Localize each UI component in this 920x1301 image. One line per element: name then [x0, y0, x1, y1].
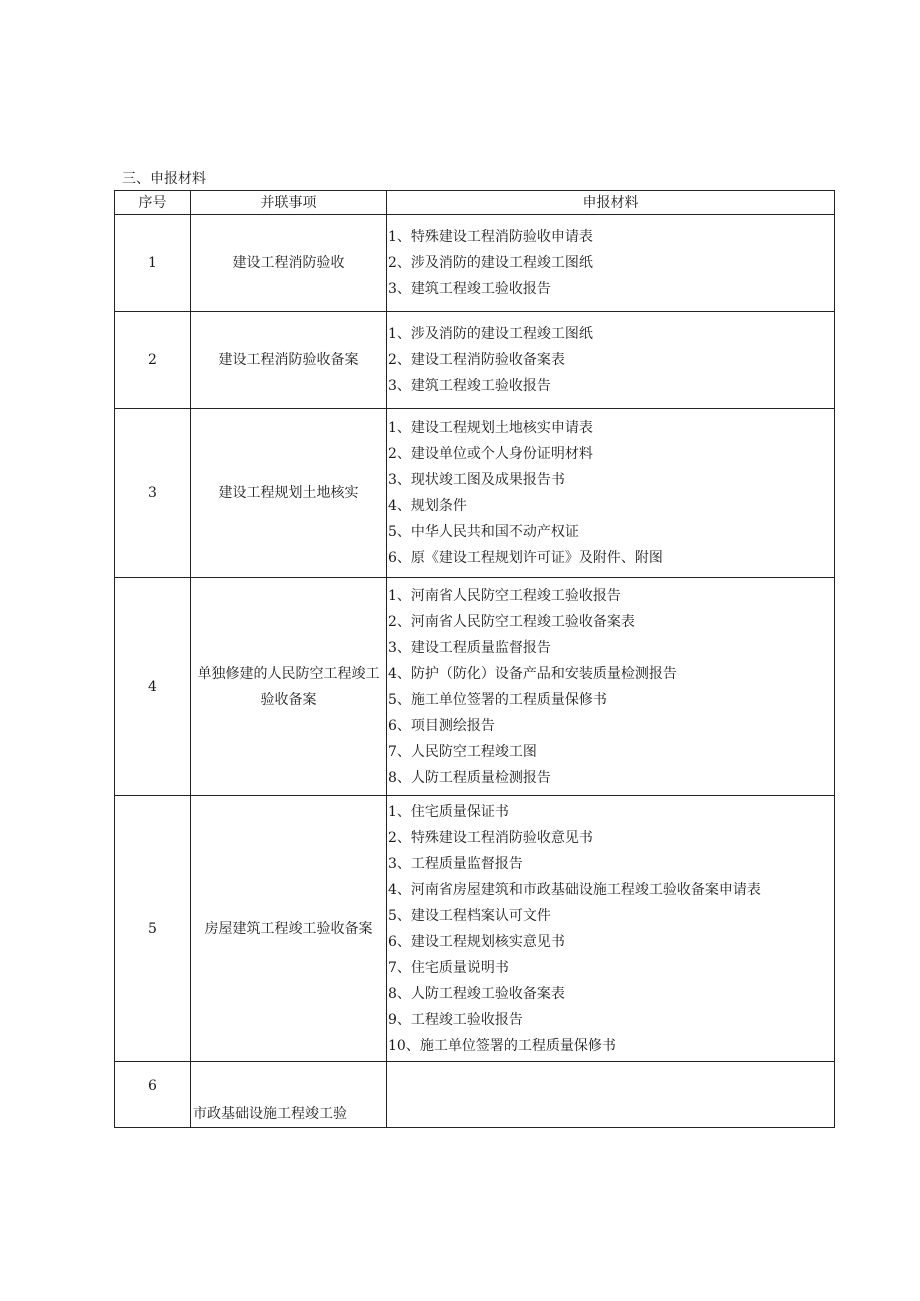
table-header-row — [115, 191, 835, 215]
material-entry: 4、防护（防化）设备产品和安装质量检测报告 — [388, 665, 677, 682]
row-materials — [387, 409, 835, 578]
table-row — [115, 312, 835, 409]
material-entry: 10、施工单位签署的工程质量保修书 — [388, 1037, 616, 1054]
row-item: 建设工程规划土地核实 — [191, 409, 387, 578]
row-materials — [387, 1062, 835, 1128]
materials-table — [114, 190, 835, 1128]
material-entry: 6、项目测绘报告 — [388, 717, 495, 734]
row-number: 2 — [115, 312, 191, 409]
material-entry: 2、涉及消防的建设工程竣工图纸 — [388, 255, 593, 271]
material-entry: 8、人防工程质量检测报告 — [388, 769, 551, 786]
section-title: 三、申报材料 — [122, 171, 206, 187]
material-entry: 5、建设工程档案认可文件 — [388, 907, 551, 924]
material-entry: 7、住宅质量说明书 — [388, 959, 509, 976]
material-entry: 3、工程质量监督报告 — [388, 855, 523, 872]
row-number: 3 — [115, 409, 191, 578]
material-entry: 7、人民防空工程竣工图 — [388, 743, 537, 760]
row-number: 6 — [115, 1062, 191, 1128]
material-entry: 1、涉及消防的建设工程竣工图纸 — [388, 326, 593, 342]
row-materials — [387, 578, 835, 796]
material-entry: 5、施工单位签署的工程质量保修书 — [388, 691, 607, 708]
row-materials — [387, 312, 835, 409]
row-number: 5 — [115, 796, 191, 1062]
table-row — [115, 578, 835, 796]
material-entry: 4、规划条件 — [388, 498, 467, 514]
material-entry: 9、工程竣工验收报告 — [388, 1011, 523, 1028]
row-item: 建设工程消防验收 — [191, 215, 387, 312]
row-item: 建设工程消防验收备案 — [191, 312, 387, 409]
material-entry: 2、特殊建设工程消防验收意见书 — [388, 829, 593, 846]
material-entry: 4、河南省房屋建筑和市政基础设施工程竣工验收备案申请表 — [388, 881, 761, 898]
material-entry: 1、住宅质量保证书 — [388, 803, 509, 820]
table-row — [115, 1062, 835, 1128]
header-number: 序号 — [115, 191, 191, 215]
table-row — [115, 215, 835, 312]
material-entry: 2、河南省人民防空工程竣工验收备案表 — [388, 613, 635, 630]
material-entry: 1、河南省人民防空工程竣工验收报告 — [388, 587, 621, 604]
header-materials: 申报材料 — [387, 191, 835, 215]
row-number: 1 — [115, 215, 191, 312]
material-entry: 1、建设工程规划土地核实申请表 — [388, 420, 593, 436]
row-materials — [387, 796, 835, 1062]
row-materials — [387, 215, 835, 312]
material-entry: 2、建设工程消防验收备案表 — [388, 352, 565, 368]
material-entry: 5、中华人民共和国不动产权证 — [388, 524, 579, 540]
table-row — [115, 409, 835, 578]
material-entry: 3、建筑工程竣工验收报告 — [388, 281, 551, 297]
row-item: 房屋建筑工程竣工验收备案 — [191, 796, 387, 1062]
material-entry: 2、建设单位或个人身份证明材料 — [388, 446, 593, 462]
row-item: 单独修建的人民防空工程竣工验收备案 — [191, 578, 387, 796]
material-entry: 3、建筑工程竣工验收报告 — [388, 378, 551, 394]
material-entry: 6、原《建设工程规划许可证》及附件、附图 — [388, 550, 663, 566]
material-entry: 8、人防工程竣工验收备案表 — [388, 985, 565, 1002]
material-entry: 3、建设工程质量监督报告 — [388, 639, 551, 656]
header-parallel-item: 并联事项 — [191, 191, 387, 215]
row-item: 市政基础设施工程竣工验 — [191, 1062, 387, 1128]
material-entry: 3、现状竣工图及成果报告书 — [388, 472, 565, 488]
material-entry: 6、建设工程规划核实意见书 — [388, 933, 565, 950]
table-row — [115, 796, 835, 1062]
material-entry: 1、特殊建设工程消防验收申请表 — [388, 229, 593, 245]
row-number: 4 — [115, 578, 191, 796]
